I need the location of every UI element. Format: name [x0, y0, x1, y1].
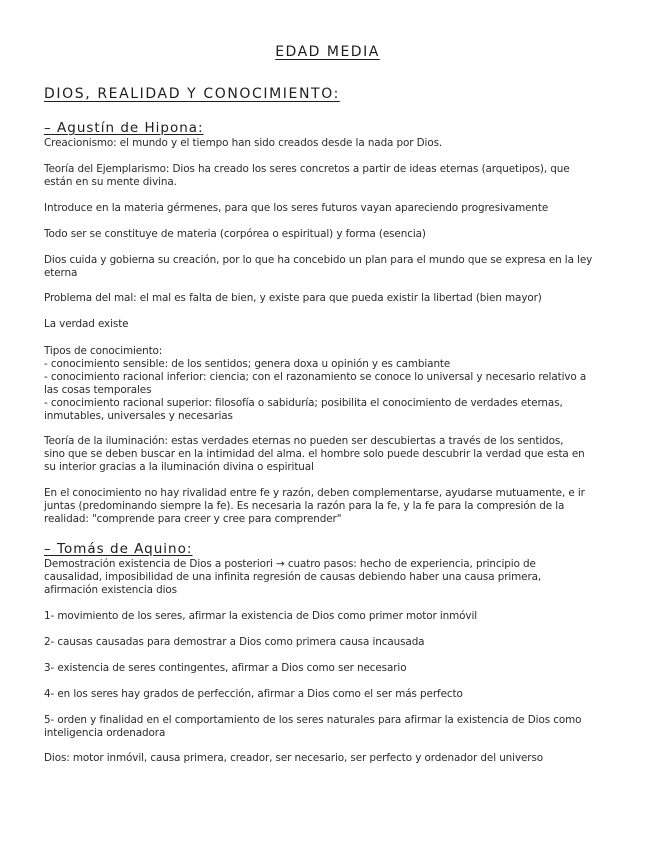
text-line: Introduce en la materia gérmenes, para que los seres futuros vayan apareciendo progresivamente: [44, 202, 549, 214]
text-line: realidad: "comprende para creer y cree para comprender": [44, 513, 342, 525]
tomas-heading: – Tomás de Aquino:: [44, 541, 193, 557]
text-line: Creacionismo: el mundo y el tiempo han sido creados desde la nada por Dios.: [44, 137, 443, 149]
text-line: eterna: [44, 267, 78, 279]
agustin-paragraph-4: [44, 228, 614, 241]
text-line: 2- causas causadas para demostrar a Dios como primera causa incausada: [44, 636, 425, 648]
text-line: - conocimiento racional superior: filosofía o sabiduría; posibilita el conocimiento de verdades eternas,: [44, 397, 563, 409]
text-line: En el conocimiento no hay rivalidad entre fe y razón, deben complementarse, ayudarse mutuamente, e ir: [44, 487, 585, 499]
text-line: juntas (predominando siempre la fe). Es necesaria la razón para la fe, y la fe para la compresión de la: [44, 500, 565, 512]
text-line: Problema del mal: el mal es falta de bien, y existe para que pueda existir la libertad (bien mayor): [44, 292, 542, 304]
text-line: La verdad existe: [44, 318, 129, 330]
tomas-paragraph-2: [44, 610, 614, 623]
text-line: causalidad, imposibilidad de una infinita regresión de causas debiendo haber una causa primera,: [44, 571, 542, 583]
text-line: su interior gracias a la iluminación divina o espiritual: [44, 461, 314, 473]
tomas-paragraph-7: [44, 752, 614, 765]
tomas-paragraph-3: [44, 636, 614, 649]
section-heading: DIOS, REALIDAD Y CONOCIMIENTO:: [44, 86, 340, 102]
page-title: EDAD MEDIA: [275, 44, 380, 60]
text-line: inmutables, universales y necesarias: [44, 410, 233, 422]
text-line: - conocimiento racional inferior: ciencia; con el razonamiento se conoce lo universal y necesario relativo a: [44, 371, 587, 383]
text-line: - conocimiento sensible: de los sentidos; genera doxa u opinión y es cambiante: [44, 358, 451, 370]
text-line: Todo ser se constituye de materia (corpórea o espiritual) y forma (esencia): [44, 228, 426, 240]
agustin-paragraph-6: [44, 292, 614, 305]
tomas-paragraph-5: [44, 688, 614, 701]
tomas-paragraph-6: [44, 714, 614, 740]
text-line: las cosas temporales: [44, 384, 152, 396]
text-line: están en su mente divina.: [44, 176, 177, 188]
text-line: afirmación existencia dios: [44, 584, 177, 596]
text-line: Teoría de la iluminación: estas verdades eternas no pueden ser descubiertas a través de los sentidos,: [44, 435, 564, 447]
text-line: sino que se deben buscar en la intimidad del alma. el hombre solo puede descubrir la verdad que esta en: [44, 448, 585, 460]
text-line: Dios: motor inmóvil, causa primera, creador, ser necesario, ser perfecto y ordenador del universo: [44, 752, 544, 764]
tomas-paragraph-4: [44, 662, 614, 675]
text-line: 1- movimiento de los seres, afirmar la existencia de Dios como primer motor inmóvil: [44, 610, 478, 622]
agustin-paragraph-2: [44, 163, 614, 189]
text-line: inteligencia ordenadora: [44, 727, 166, 739]
agustin-paragraph-1: [44, 137, 614, 150]
agustin-paragraph-7: [44, 318, 614, 331]
text-line: Dios cuida y gobierna su creación, por lo que ha concebido un plan para el mundo que se expresa en la ley: [44, 254, 593, 266]
tomas-paragraph-1: [44, 558, 614, 597]
agustin-paragraph-5: [44, 254, 614, 280]
text-line: Tipos de conocimiento:: [44, 345, 163, 357]
agustin-paragraph-9: [44, 435, 614, 474]
text-line: 3- existencia de seres contingentes, afirmar a Dios como ser necesario: [44, 662, 407, 674]
agustin-heading: – Agustín de Hipona:: [44, 120, 204, 136]
text-line: 5- orden y finalidad en el comportamiento de los seres naturales para afirmar la existencia de Dios como: [44, 714, 582, 726]
agustin-paragraph-10: [44, 487, 614, 526]
agustin-paragraph-8: [44, 345, 614, 423]
agustin-paragraph-3: [44, 202, 614, 215]
text-line: 4- en los seres hay grados de perfección, afirmar a Dios como el ser más perfecto: [44, 688, 463, 700]
text-line: Teoría del Ejemplarismo: Dios ha creado los seres concretos a partir de ideas eternas (arquetipos), que: [44, 163, 570, 175]
text-line: Demostración existencia de Dios a posteriori → cuatro pasos: hecho de experiencia, principio de: [44, 558, 536, 570]
